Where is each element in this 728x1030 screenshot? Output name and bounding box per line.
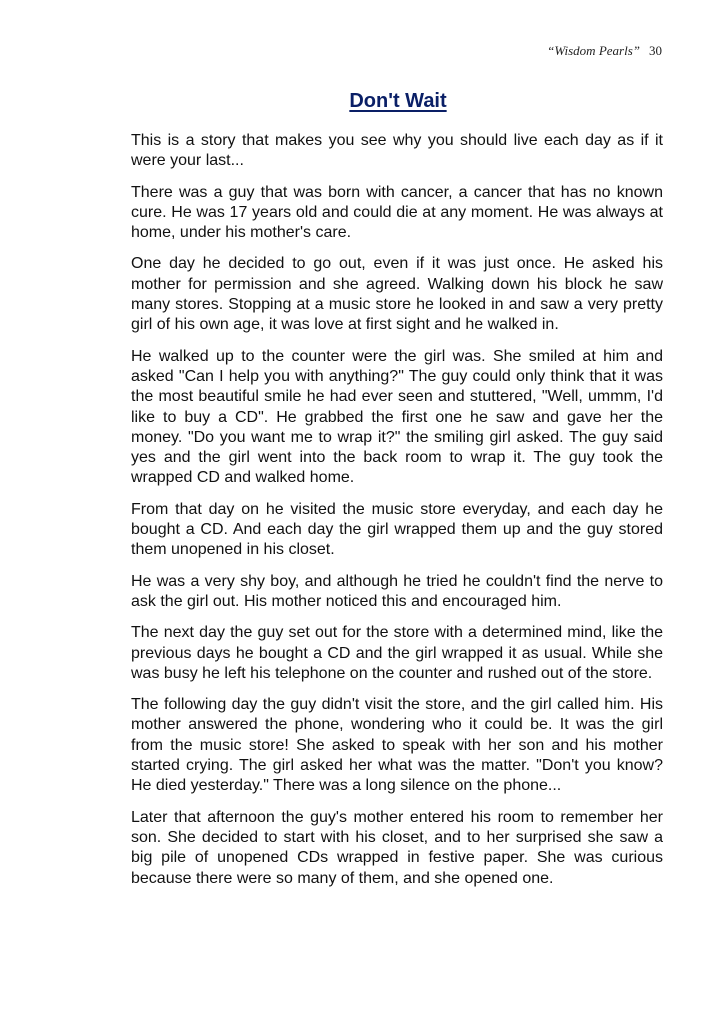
paragraph: One day he decided to go out, even if it was just once. He asked his mother for permission and she agreed. Walking down his block he saw many stores. Stopping at a music store he looked in and saw a very pretty girl of his own age, it was love at first sight and he walked in. [131, 255, 663, 334]
paragraph: From that day on he visited the music store everyday, and each day he bought a CD. And each day the girl wrapped them up and the guy stored them unopened in his closet. [131, 500, 663, 559]
story-body [131, 131, 663, 900]
paragraph: This is a story that makes you see why you should live each day as if it were your last... [131, 132, 663, 170]
paragraph: He walked up to the counter were the girl was. She smiled at him and asked "Can I help you with anything?" The guy could only think that it was the most beautiful smile he had ever seen and stuttered, "Well, ummm, I'd like to buy a CD". He grabbed the first one he saw and gave her the money. "Do you want me to wrap it?" the smiling girl asked. The guy said yes and the girl went into the back room to wrap it. The guy took the wrapped CD and walked home. [131, 347, 663, 487]
book-title: “Wisdom Pearls” [547, 43, 640, 58]
story-title: Don't Wait [349, 90, 447, 112]
page-number: 30 [649, 43, 662, 58]
running-header [547, 43, 662, 59]
paragraph: He was a very shy boy, and although he tried he couldn't find the nerve to ask the girl out. His mother noticed this and encouraged him. [131, 572, 663, 610]
paragraph: There was a guy that was born with cancer, a cancer that has no known cure. He was 17 years old and could die at any moment. He was always at home, under his mother's care. [131, 183, 663, 242]
paragraph: The following day the guy didn't visit the store, and the girl called him. His mother answered the phone, wondering who it could be. It was the girl from the music store! She asked to speak with her son and his mother started crying. The girl asked her what was the matter. "Don't you know? He died yesterday." There was a long silence on the phone... [131, 696, 663, 795]
paragraph: The next day the guy set out for the store with a determined mind, like the previous days he bought a CD and the girl wrapped it as usual. While she was busy he left his telephone on the counter and rushed out of the store. [131, 624, 663, 682]
paragraph: Later that afternoon the guy's mother entered his room to remember her son. She decided to start with his closet, and to her surprised she saw a big pile of unopened CDs wrapped in festive paper. She was curious because there were so many of them, and she opened one. [131, 808, 663, 887]
